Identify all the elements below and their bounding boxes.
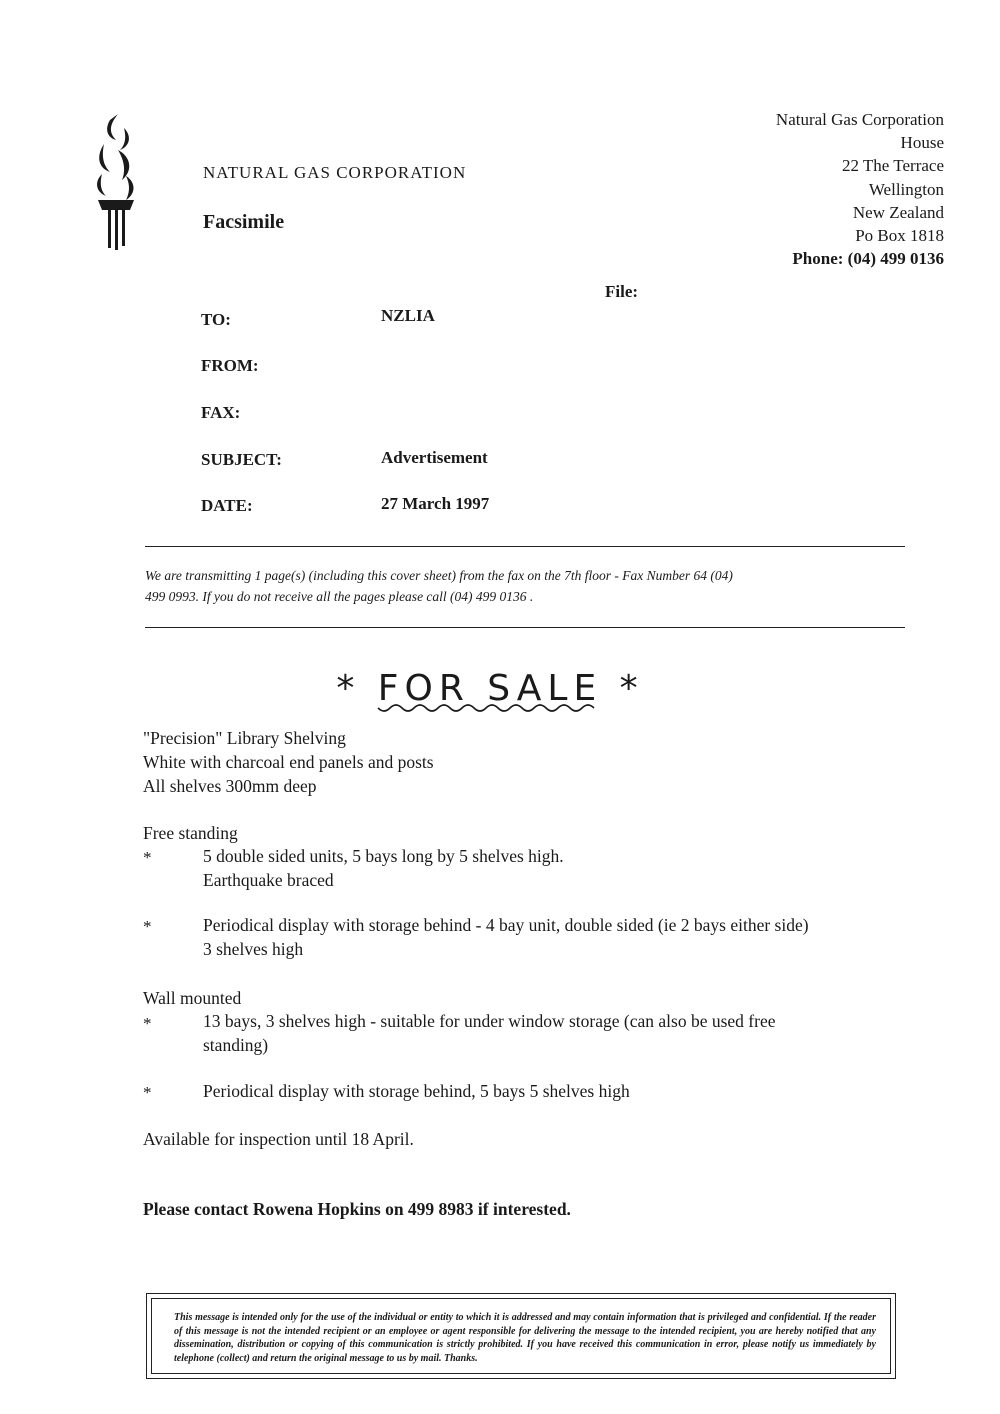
address-line: Natural Gas Corporation	[775, 110, 944, 129]
address-line: House	[900, 133, 944, 153]
subject-label: SUBJECT:	[201, 450, 282, 469]
transmittal-line: We are transmitting 1 page(s) (including this cover sheet) from the fax on the 7th floor - Fax Number 64 (04)	[145, 568, 733, 583]
wall-mounted-heading: Wall mounted	[143, 988, 242, 1008]
transmittal-line: 499 0993. If you do not receive all the pages please call (04) 499 0136 .	[145, 589, 534, 604]
to-value: NZLIA	[381, 306, 435, 325]
date-label: DATE:	[201, 496, 253, 515]
bullet-marker: *	[143, 848, 152, 867]
divider-top	[145, 546, 905, 547]
bullet-marker: *	[143, 1083, 152, 1102]
torch-logo-icon	[88, 110, 144, 250]
list-item-line: 5 double sided units, 5 bays long by 5 shelves high.	[203, 846, 564, 866]
intro-line: "Precision" Library Shelving	[143, 728, 346, 748]
subject-value: Advertisement	[381, 448, 488, 467]
list-item-line: Earthquake braced	[203, 870, 334, 890]
from-label: FROM:	[201, 356, 259, 375]
divider-bottom	[145, 627, 905, 628]
list-item	[203, 1009, 775, 1057]
list-item	[203, 913, 809, 961]
confidentiality-disclaimer: This message is intended only for the use of the individual or entity to which it is addressed and may contain information that is privileged and confidential. If the reader of this message is not the intended recipient or an employee or agent responsible for delivering the message to the intended recipient, you are hereby notified that any dissemination, distribution or copying of this communication is strictly prohibited. If you have received this communication in error, please notify us immediately by telephone (collect) and return the original message to us by mail. Thanks.	[151, 1298, 891, 1374]
address-line: Wellington	[868, 179, 944, 199]
for-sale-text: * FOR SALE *	[336, 668, 644, 709]
list-item-line: 13 bays, 3 shelves high - suitable for under window storage (can also be used free	[203, 1011, 776, 1031]
list-item-line: standing)	[203, 1035, 269, 1055]
free-standing-heading: Free standing	[143, 823, 238, 843]
intro-line: All shelves 300mm deep	[143, 776, 317, 796]
list-item-line: Periodical display with storage behind, 5 bays 5 shelves high	[203, 1081, 630, 1101]
confidentiality-box	[146, 1293, 896, 1379]
for-sale-handwritten-heading	[310, 664, 670, 724]
address-line: New Zealand	[852, 202, 944, 222]
list-item	[203, 1079, 630, 1103]
list-item-line: 3 shelves high	[203, 939, 304, 959]
address-phone: Phone: (04) 499 0136	[792, 249, 944, 269]
file-label: File:	[605, 282, 639, 301]
to-label: TO:	[201, 310, 231, 329]
contact-note: Please contact Rowena Hopkins on 499 8983 if interested.	[143, 1199, 571, 1219]
address-line: 22 The Terrace	[841, 156, 944, 176]
list-item	[203, 844, 564, 892]
date-value: 27 March 1997	[381, 494, 490, 513]
intro-block	[143, 726, 434, 798]
bullet-marker: *	[143, 917, 152, 936]
bullet-marker: *	[143, 1014, 152, 1033]
document-type: Facsimile	[203, 211, 285, 233]
intro-line: White with charcoal end panels and posts	[143, 752, 434, 772]
sender-address	[776, 108, 944, 270]
company-name: NATURAL GAS CORPORATION	[203, 163, 467, 182]
transmittal-note	[145, 565, 910, 607]
fax-label: FAX:	[201, 403, 241, 422]
availability-note: Available for inspection until 18 April.	[143, 1129, 414, 1149]
address-line: Po Box 1818	[855, 226, 944, 246]
list-item-line: Periodical display with storage behind - 4 bay unit, double sided (ie 2 bays either side)	[203, 915, 809, 935]
